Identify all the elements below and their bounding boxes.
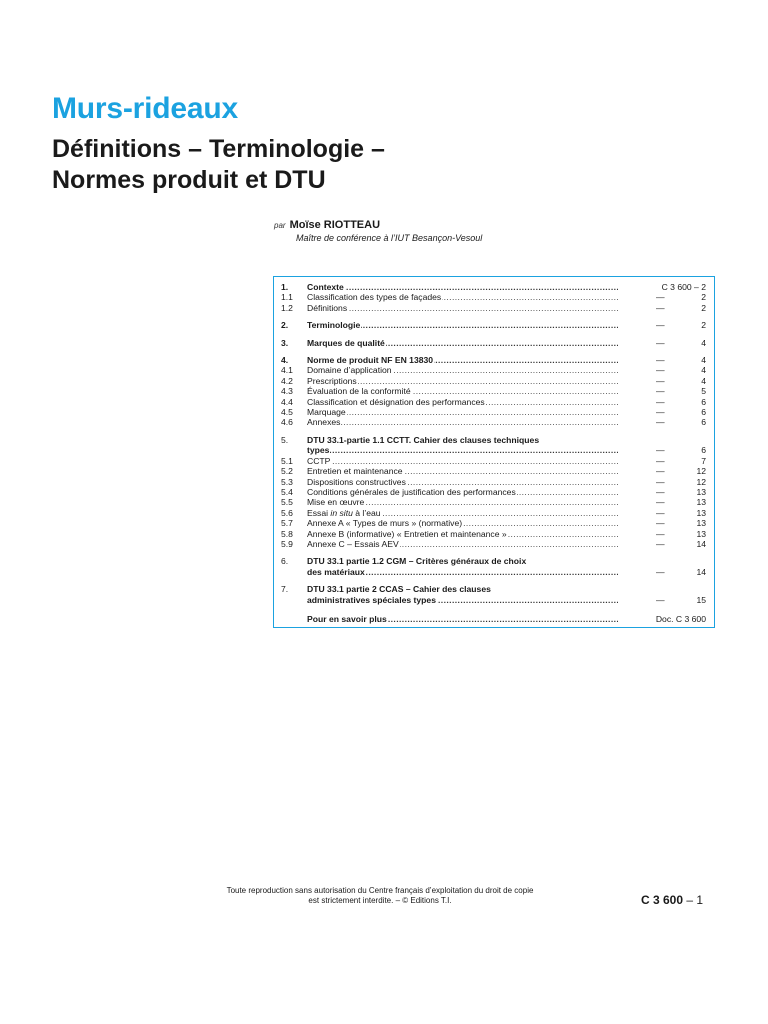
toc-number: 4.3	[281, 386, 293, 397]
toc-number: 5.9	[281, 538, 293, 549]
toc-page-dash: —	[656, 566, 665, 577]
toc-label: Définitions .....	[307, 303, 618, 313]
toc-page-dash: —	[656, 528, 665, 539]
toc-label: des matériaux .....	[307, 567, 618, 577]
toc-label: Marques de qualité .....	[307, 338, 618, 348]
toc-label: Annexes .....	[307, 417, 618, 427]
toc-page-dash: —	[656, 518, 665, 529]
toc-page-number: 13	[696, 518, 706, 529]
toc-number: 4.2	[281, 375, 293, 386]
toc-number: 5.	[281, 434, 289, 445]
author-name: Moïse RIOTTEAU	[289, 219, 381, 231]
toc-row	[281, 556, 706, 566]
toc-page	[618, 417, 706, 427]
toc-row	[281, 338, 706, 348]
toc-page-number: Doc. C 3 600	[655, 613, 706, 624]
toc-label: Classification et désignation des performances .....	[307, 397, 618, 407]
toc-row	[281, 497, 706, 507]
toc-page-dash: —	[656, 497, 665, 508]
toc-page-number: 7	[701, 455, 706, 466]
toc-row	[281, 407, 706, 417]
toc-label: Annexe A « Types de murs » (normative) .....	[307, 518, 618, 528]
toc-page-number: 6	[701, 445, 706, 456]
toc-page	[618, 508, 706, 518]
copyright-line-1: Toute reproduction sans autorisation du Centre français d’exploitation du droit de copie	[226, 886, 534, 895]
toc-label: Dispositions constructives .....	[307, 477, 618, 487]
toc-row	[281, 477, 706, 487]
toc-number: 5.2	[281, 466, 293, 477]
toc-number: 1.2	[281, 302, 293, 313]
toc-page-dash: —	[656, 466, 665, 477]
toc-row	[281, 595, 706, 605]
toc-page	[618, 407, 706, 417]
toc-page-number: 4	[701, 375, 706, 386]
toc-page-dash: —	[656, 407, 665, 418]
subtitle-line-2: Normes produit et DTU	[52, 166, 326, 194]
toc-label: Classification des types de façades .....	[307, 292, 618, 302]
toc-number: 4.6	[281, 417, 293, 428]
toc-row	[281, 417, 706, 427]
toc-number: 5.3	[281, 476, 293, 487]
toc-page	[618, 338, 706, 348]
toc-page	[618, 365, 706, 375]
toc-number: 4.	[281, 355, 289, 366]
toc-label: CCTP .....	[307, 456, 618, 466]
toc-row	[281, 456, 706, 466]
toc-label: Prescriptions .....	[307, 376, 618, 386]
toc-row	[281, 518, 706, 528]
toc-page-number: 13	[696, 528, 706, 539]
table-of-contents	[273, 276, 715, 628]
toc-row	[281, 539, 706, 549]
toc-page-dash: —	[656, 320, 665, 331]
document-title: Murs-rideaux	[52, 92, 238, 125]
toc-page	[618, 595, 706, 605]
toc-page	[618, 292, 706, 302]
toc-label: Domaine d’application .....	[307, 365, 618, 375]
toc-page-number: 4	[701, 337, 706, 348]
toc-page-dash: —	[656, 355, 665, 366]
toc-page	[618, 303, 706, 313]
toc-page-dash: —	[656, 507, 665, 518]
author-affiliation: Maître de conférence à l’IUT Besançon-Vesoul	[296, 233, 483, 243]
toc-page	[618, 466, 706, 476]
toc-page-number: 5	[701, 386, 706, 397]
toc-page-dash: —	[656, 302, 665, 313]
toc-page	[618, 567, 706, 577]
toc-row	[281, 292, 706, 302]
toc-number: 1.1	[281, 292, 293, 303]
toc-label-part: Essai	[307, 507, 331, 518]
toc-number: 4.1	[281, 365, 293, 376]
toc-page-dash: —	[656, 292, 665, 303]
toc-page-number: 12	[696, 466, 706, 477]
author-prefix: par	[274, 221, 286, 230]
toc-number: 5.8	[281, 528, 293, 539]
toc-number: 4.4	[281, 396, 293, 407]
toc-number: 5.6	[281, 507, 293, 518]
toc-page-number: 2	[701, 302, 706, 313]
toc-page-dash: —	[656, 455, 665, 466]
toc-label: Contexte .....	[307, 282, 618, 292]
toc-page-number: 13	[696, 497, 706, 508]
toc-row	[281, 466, 706, 476]
toc-label	[307, 508, 618, 518]
toc-label-part: à l’eau	[352, 507, 381, 518]
toc-page-number: 15	[696, 594, 706, 605]
toc-page-dash: —	[656, 486, 665, 497]
toc-page-dash: —	[656, 476, 665, 487]
toc-row	[281, 386, 706, 396]
toc-page-dash: —	[656, 337, 665, 348]
toc-page-number: 13	[696, 507, 706, 518]
toc-page	[618, 397, 706, 407]
page-reference-code: C 3 600	[641, 893, 684, 907]
toc-row	[281, 487, 706, 497]
toc-label: Terminologie .....	[307, 320, 618, 330]
copyright-notice	[190, 886, 570, 906]
toc-page-dash: —	[656, 538, 665, 549]
toc-row	[281, 365, 706, 375]
toc-page-dash: —	[656, 396, 665, 407]
toc-row	[281, 614, 706, 624]
toc-page-number: C 3 600 – 2	[661, 282, 706, 292]
toc-page	[618, 445, 706, 455]
copyright-line-2: est strictement interdite. – © Editions T.I.	[308, 896, 452, 905]
toc-number: 1.	[281, 282, 289, 292]
toc-page	[618, 456, 706, 466]
toc-page-number: 13	[696, 486, 706, 497]
toc-row	[281, 303, 706, 313]
toc-row	[281, 397, 706, 407]
toc-number: 3.	[281, 337, 289, 348]
toc-row	[281, 584, 706, 594]
toc-row	[281, 320, 706, 330]
toc-row	[281, 376, 706, 386]
toc-page	[618, 529, 706, 539]
toc-number: 4.5	[281, 407, 293, 418]
toc-page	[618, 497, 706, 507]
document-subtitle	[52, 134, 385, 196]
toc-page	[618, 518, 706, 528]
toc-label: Marquage .....	[307, 407, 618, 417]
toc-label: Pour en savoir plus .....	[307, 614, 618, 624]
toc-page-number: 14	[696, 538, 706, 549]
toc-page-dash: —	[656, 375, 665, 386]
toc-label: administratives spéciales types .....	[307, 595, 618, 605]
toc-label: Annexe C – Essais AEV .....	[307, 539, 618, 549]
page-reference	[641, 893, 703, 907]
toc-page-dash: —	[656, 365, 665, 376]
toc-page-dash: —	[656, 594, 665, 605]
toc-label: Évaluation de la conformité .....	[307, 386, 618, 396]
toc-page-number: 4	[701, 355, 706, 366]
toc-label: DTU 33.1 partie 2 CCAS – Cahier des clauses	[307, 584, 491, 595]
toc-page	[618, 355, 706, 365]
toc-number: 7.	[281, 584, 289, 595]
toc-number: 5.1	[281, 455, 293, 466]
toc-page-number: 4	[701, 365, 706, 376]
toc-row	[281, 567, 706, 577]
toc-label: Entretien et maintenance .....	[307, 466, 618, 476]
toc-page-dash: —	[656, 445, 665, 456]
toc-number: 5.7	[281, 518, 293, 529]
toc-row	[281, 508, 706, 518]
toc-label-italic: in situ	[330, 507, 353, 518]
toc-number: 2.	[281, 320, 289, 331]
toc-label: Mise en œuvre .....	[307, 497, 618, 507]
toc-page-dash: —	[656, 386, 665, 397]
toc-number: 6.	[281, 556, 289, 567]
toc-page	[618, 539, 706, 549]
toc-label: DTU 33.1 partie 1.2 CGM – Critères généraux de choix	[307, 556, 527, 567]
toc-label: DTU 33.1-partie 1.1 CCTT. Cahier des clauses techniques	[307, 434, 540, 445]
subtitle-line-1: Définitions – Terminologie –	[52, 135, 385, 163]
toc-page-dash: —	[656, 417, 665, 428]
toc-number: 5.4	[281, 486, 293, 497]
toc-page-number: 6	[701, 417, 706, 428]
toc-label: Norme de produit NF EN 13830 .....	[307, 355, 618, 365]
toc-page-number: 2	[701, 320, 706, 331]
toc-page	[618, 477, 706, 487]
toc-page	[618, 320, 706, 330]
toc-number: 5.5	[281, 497, 293, 508]
toc-page-number: 6	[701, 396, 706, 407]
toc-page-number: 2	[701, 292, 706, 303]
toc-page-number: 6	[701, 407, 706, 418]
toc-page-number: 14	[696, 566, 706, 577]
toc-page	[618, 376, 706, 386]
author-line	[274, 219, 380, 231]
page-reference-number: – 1	[683, 893, 704, 907]
toc-label: Annexe B (informative) « Entretien et maintenance » .....	[307, 529, 618, 539]
toc-row	[281, 355, 706, 365]
toc-row	[281, 435, 706, 445]
toc-label: types .....	[307, 445, 618, 455]
toc-page	[618, 282, 706, 292]
toc-page	[618, 386, 706, 396]
toc-page	[618, 614, 706, 624]
toc-label: Conditions générales de justification des performances .....	[307, 487, 618, 497]
toc-page-number: 12	[696, 476, 706, 487]
toc-row	[281, 445, 706, 455]
toc-row	[281, 282, 706, 292]
toc-page	[618, 487, 706, 497]
toc-row	[281, 529, 706, 539]
